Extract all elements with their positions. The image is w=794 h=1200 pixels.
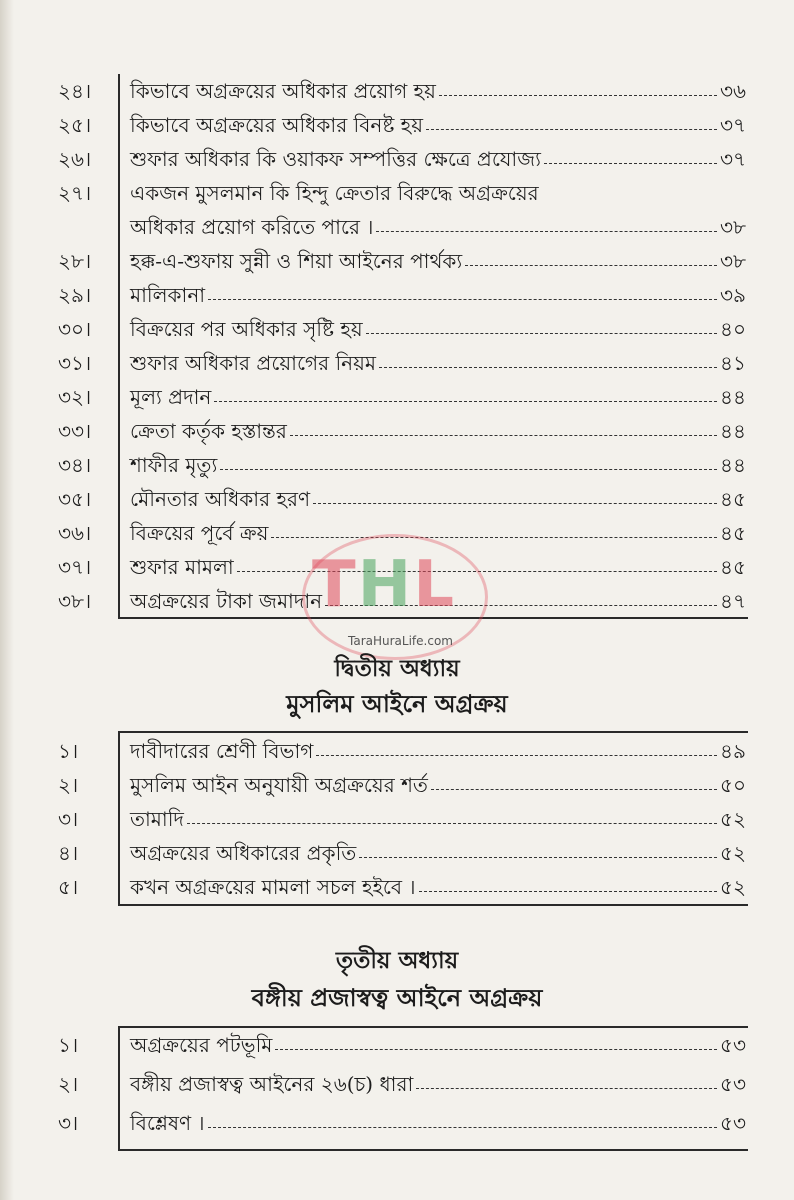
- toc-entry: [130, 804, 746, 834]
- toc-entry: [130, 212, 746, 242]
- toc-page-number: ৪৯: [720, 739, 746, 763]
- toc-dash-leader: [366, 314, 717, 334]
- toc-dash-leader: [359, 838, 717, 858]
- toc-dash-leader: [376, 212, 717, 232]
- toc-title: অগ্রক্রয়ের অধিকারের প্রকৃতি: [130, 841, 357, 865]
- toc-page-number: ৪০: [720, 317, 746, 341]
- watermark-logo: THL: [312, 548, 456, 622]
- toc-entry: [130, 450, 746, 480]
- toc-dash-leader: [316, 736, 717, 756]
- toc-number: ৫।: [58, 875, 79, 899]
- toc-title: অগ্রক্রয়ের পটভূমি: [130, 1033, 273, 1057]
- chapter3-title: তৃতীয় অধ্যায়: [335, 947, 459, 974]
- toc-page-number: ৫০: [720, 773, 746, 797]
- toc-dash-leader: [379, 348, 717, 368]
- toc-number: ১।: [58, 1033, 79, 1057]
- toc-number: ২৯।: [58, 283, 92, 307]
- toc-number: ২৪।: [58, 79, 92, 103]
- toc-entry: [130, 144, 746, 174]
- toc-number: ৪।: [58, 841, 79, 865]
- toc-title: বিক্রয়ের পূর্বে ক্রয়: [130, 521, 269, 545]
- toc-entry: [130, 838, 746, 868]
- watermark: [302, 548, 492, 658]
- toc-number: ২৫।: [58, 113, 92, 137]
- toc-dash-leader: [214, 382, 717, 402]
- toc-number: ২৭।: [58, 181, 92, 205]
- toc-page-number: ৫৩: [720, 1033, 746, 1057]
- toc-entry: [130, 348, 746, 378]
- toc-row: [58, 770, 746, 800]
- toc-page-number: ৩৮: [720, 249, 746, 273]
- toc-number: ৩৪।: [58, 453, 92, 477]
- toc-number: ১।: [58, 739, 79, 763]
- toc-row: [58, 872, 746, 902]
- toc-page-number: ৫৩: [720, 1111, 746, 1135]
- toc-entry: [130, 314, 746, 344]
- toc-title: দাবীদারের শ্রেণী বিভাগ: [130, 739, 314, 763]
- chapter3-subtitle: বঙ্গীয় প্রজাস্বত্ব আইনে অগ্রক্রয়: [251, 983, 543, 1012]
- toc-entry: [130, 382, 746, 412]
- toc-entry: [130, 246, 746, 276]
- toc-title: শুফার অধিকার কি ওয়াকফ সম্পত্তির ক্ষেত্রে প্রযোজ্য: [130, 147, 541, 171]
- toc-page-number: ৪৭: [720, 589, 746, 613]
- chapter2-bottom-rule: [118, 904, 748, 906]
- toc-title: বঙ্গীয় প্রজাস্বত্ব আইনের ২৬(চ) ধারা: [130, 1072, 414, 1096]
- toc-row: [58, 450, 746, 480]
- toc-row: [58, 348, 746, 378]
- chapter2-title: দ্বিতীয় অধ্যায়: [334, 655, 460, 682]
- toc-page-number: ৪৫: [720, 521, 746, 545]
- toc-row: [58, 144, 746, 174]
- toc-row: [58, 838, 746, 868]
- toc-entry: [130, 770, 746, 800]
- toc-row: [58, 212, 746, 242]
- toc-row: [58, 280, 746, 310]
- toc-title: কখন অগ্রক্রয়ের মামলা সচল হইবে ।: [130, 875, 416, 899]
- toc-page-number: ৫৩: [720, 1072, 746, 1096]
- toc-row: [58, 246, 746, 276]
- toc-dash-leader: [416, 1069, 717, 1089]
- toc-title: একজন মুসলমান কি হিন্দু ক্রেতার বিরুদ্ধে অগ্রক্রয়ের: [130, 181, 539, 205]
- toc-dash-leader: [208, 1108, 717, 1128]
- toc-title: মালিকানা: [130, 283, 206, 307]
- toc-title: মূল্য প্রদান: [130, 385, 212, 409]
- toc-title: ক্রেতা কর্তৃক হস্তান্তর: [130, 419, 287, 443]
- toc-page-number: ৪৪: [720, 385, 746, 409]
- toc-dash-leader: [275, 1030, 717, 1050]
- toc-entry: [130, 280, 746, 310]
- toc-dash-leader: [426, 110, 717, 130]
- watermark-site: TaraHuraLife.com: [348, 634, 453, 648]
- toc-row: [58, 382, 746, 412]
- toc-number: ২৬।: [58, 147, 92, 171]
- toc-entry: [130, 736, 746, 766]
- toc-page-number: ৩৬: [719, 79, 746, 103]
- toc-page-number: ৪১: [720, 351, 746, 375]
- toc-row: [58, 1030, 746, 1060]
- chapter3-bottom-rule: [118, 1149, 748, 1151]
- toc-entry: [130, 110, 746, 140]
- toc-row: [58, 110, 746, 140]
- toc-page-number: ৫২: [720, 841, 746, 865]
- toc-number: ৩৩।: [58, 419, 92, 443]
- toc-entry: [130, 76, 746, 106]
- toc-number: ৩।: [58, 1111, 79, 1135]
- toc-page-number: ৩৭: [719, 113, 746, 137]
- toc-title: শাফীর মৃত্যু: [130, 453, 218, 477]
- toc-page-number: ৪৫: [720, 555, 746, 579]
- toc-dash-leader: [187, 804, 717, 824]
- toc-title: শুফার মামলা: [130, 555, 234, 579]
- toc-title: হক্ক-এ-শুফায় সুন্নী ও শিয়া আইনের পার্থক্য: [130, 249, 463, 273]
- toc-dash-leader: [208, 280, 717, 300]
- toc-number: ২৮।: [58, 249, 92, 273]
- toc-page-number: ৪৪: [720, 419, 746, 443]
- toc-row: [58, 804, 746, 834]
- toc-number: ২।: [58, 1072, 79, 1096]
- chapter2-top-rule: [118, 731, 748, 733]
- toc-entry: [130, 416, 746, 446]
- toc-page-number: ৩৭: [719, 147, 746, 171]
- toc-row: [58, 736, 746, 766]
- chapter2-subtitle: মুসলিম আইনে অগ্রক্রয়: [286, 689, 508, 718]
- chapter3-top-rule: [118, 1026, 748, 1028]
- toc-page-number: ৪৪: [720, 453, 746, 477]
- toc-page-number: ৩৯: [720, 283, 746, 307]
- toc-dash-leader: [544, 144, 717, 164]
- toc-title: বিক্রয়ের পর অধিকার সৃষ্টি হয়: [130, 317, 363, 341]
- toc-number: ৩৭।: [58, 555, 92, 579]
- toc-entry: [130, 178, 746, 208]
- toc-number: ২।: [58, 773, 79, 797]
- toc-title: তামাদি: [130, 807, 184, 831]
- toc-dash-leader: [271, 518, 717, 538]
- toc-number: ৩০।: [58, 317, 92, 341]
- toc-entry: [130, 872, 746, 902]
- toc-title: কিভাবে অগ্রক্রয়ের অধিকার বিনষ্ট হয়: [130, 113, 423, 137]
- toc-page-number: ৩৮: [720, 215, 746, 239]
- toc-number: ৩।: [58, 807, 79, 831]
- page-fold-shadow: [0, 0, 14, 1200]
- toc-title: শুফার অধিকার প্রয়োগের নিয়ম: [130, 351, 376, 375]
- toc-dash-leader: [419, 872, 717, 892]
- toc-dash-leader: [290, 416, 717, 436]
- toc-page-number: ৪৫: [720, 487, 746, 511]
- toc-number: ৩৮।: [58, 589, 92, 613]
- toc-dash-leader: [431, 770, 717, 790]
- toc-row: [58, 1069, 746, 1099]
- toc-dash-leader: [220, 450, 717, 470]
- toc-row: [58, 1108, 746, 1138]
- toc-entry: [130, 1069, 746, 1099]
- toc-number: ৩৫।: [58, 487, 92, 511]
- toc-dash-leader: [465, 246, 717, 266]
- toc-row: [58, 314, 746, 344]
- toc-row: [58, 178, 746, 208]
- toc-number: ৩১।: [58, 351, 92, 375]
- toc-entry: [130, 484, 746, 514]
- toc-entry: [130, 1030, 746, 1060]
- toc-dash-leader: [313, 484, 717, 504]
- toc-entry: [130, 1108, 746, 1138]
- toc-title: মৌনতার অধিকার হরণ: [130, 487, 311, 511]
- toc-number: ৩২।: [58, 385, 92, 409]
- toc-title: কিভাবে অগ্রক্রয়ের অধিকার প্রয়োগ হয়: [130, 79, 436, 103]
- toc-title: অধিকার প্রয়োগ করিতে পারে ।: [130, 215, 374, 239]
- toc-dash-leader: [439, 76, 717, 96]
- toc-page-number: ৫২: [720, 807, 746, 831]
- toc-title: বিশ্লেষণ ।: [130, 1111, 205, 1135]
- toc-row: [58, 416, 746, 446]
- toc-title: মুসলিম আইন অনুযায়ী অগ্রক্রয়ের শর্ত: [130, 773, 428, 797]
- toc-row: [58, 484, 746, 514]
- toc-row: [58, 76, 746, 106]
- toc-title: অগ্রক্রয়ের টাকা জমাদান: [130, 589, 323, 613]
- toc-number: ৩৬।: [58, 521, 92, 545]
- toc-page-number: ৫২: [720, 875, 746, 899]
